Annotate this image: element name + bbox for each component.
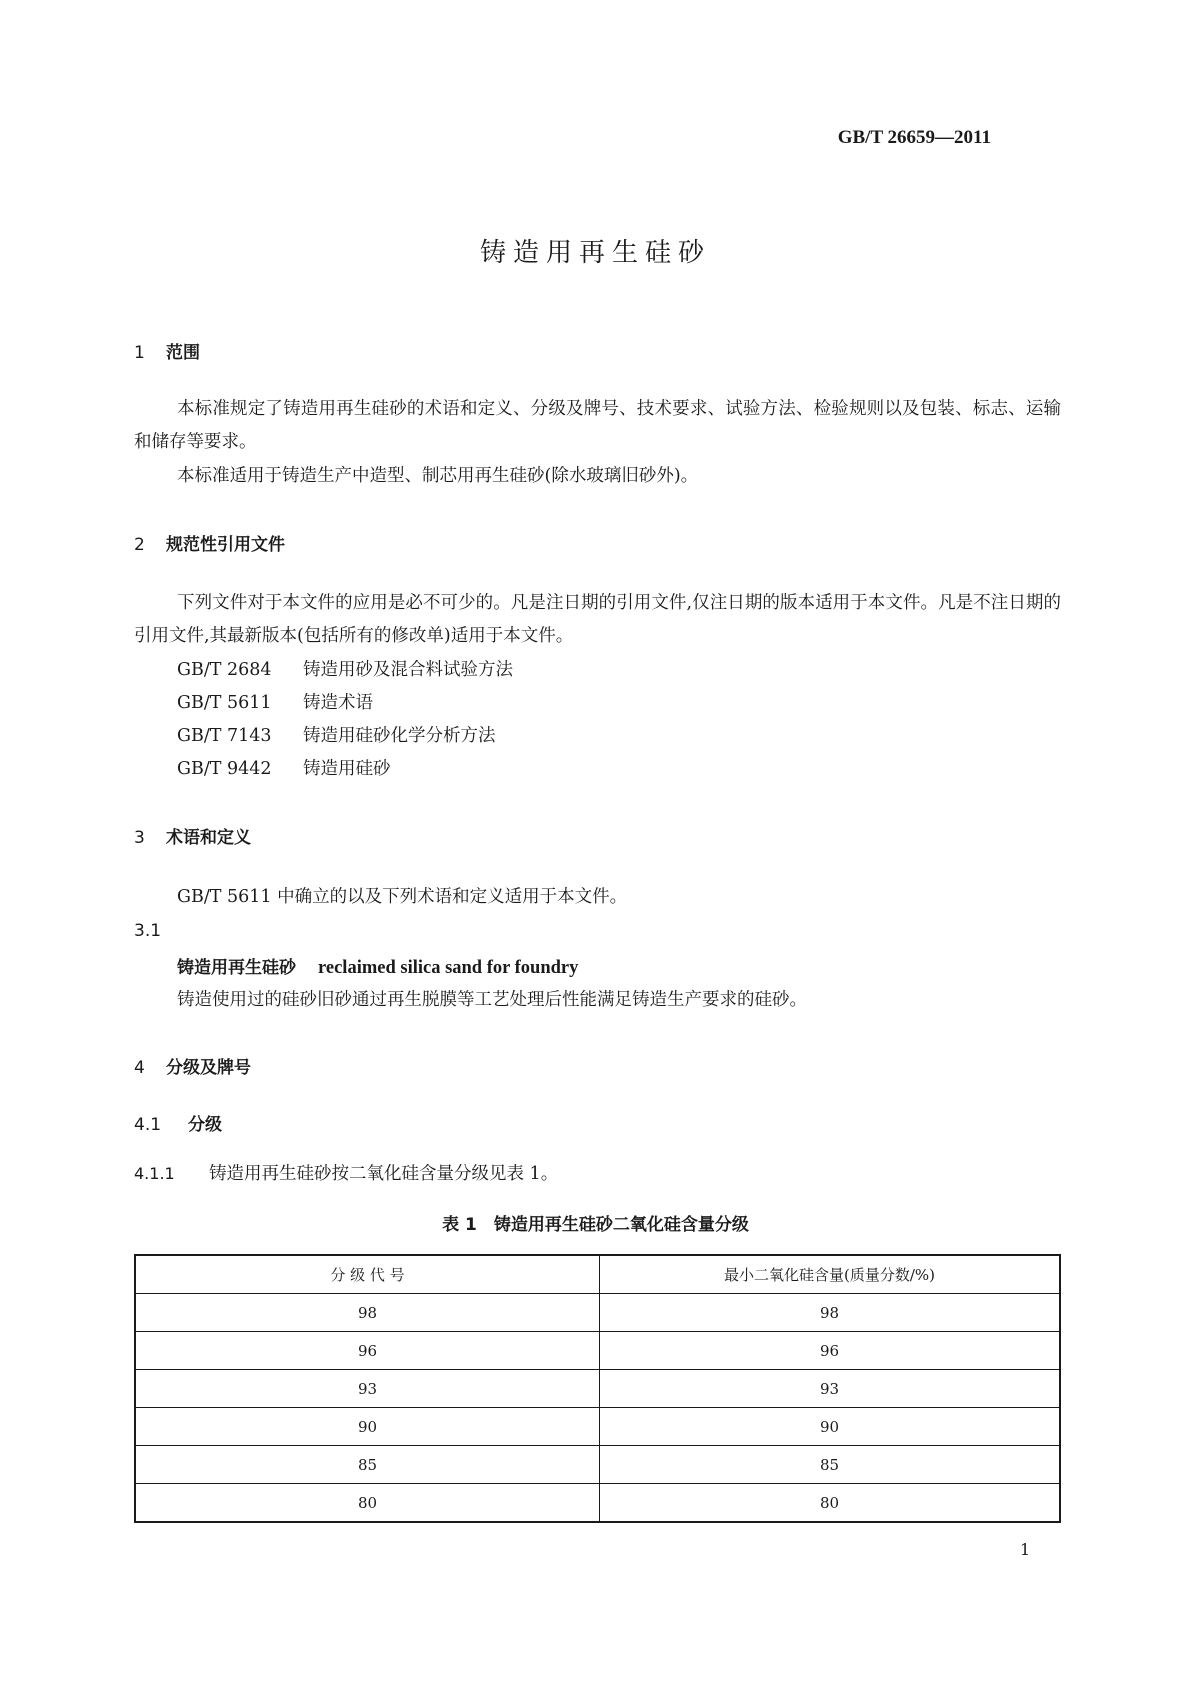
reference-title: 铸造术语: [303, 693, 373, 713]
term-chinese: 铸造用再生硅砂: [177, 958, 296, 978]
section-1-paragraph-2: 本标准适用于铸造生产中造型、制芯用再生硅砂(除水玻璃旧砂外)。: [177, 466, 699, 486]
subsection-4-1-heading: [134, 1110, 222, 1135]
column-header-grade-code: 分 级 代 号: [135, 1255, 600, 1294]
section-title: 规范性引用文件: [166, 535, 285, 555]
grade-code-cell: 93: [135, 1370, 600, 1408]
section-1-heading: [134, 338, 200, 363]
term-definition: 铸造使用过的硅砂旧砂通过再生脱膜等工艺处理后性能满足铸造生产要求的硅砂。: [177, 990, 807, 1010]
standard-number: GB/T 26659—2011: [837, 127, 991, 148]
document-title: 铸造用再生硅砂: [479, 238, 711, 268]
section-number: 1: [134, 343, 145, 363]
grade-code-cell: 80: [135, 1484, 600, 1523]
reference-code: GB/T 5611: [177, 693, 272, 713]
section-title: 术语和定义: [166, 828, 251, 848]
reference-item: [177, 755, 391, 780]
subsection-title: 分级: [188, 1115, 222, 1135]
table-title: 表 1 铸造用再生硅砂二氧化硅含量分级: [442, 1215, 749, 1235]
clause-4-1-1: [134, 1160, 558, 1185]
grade-code-cell: 90: [135, 1408, 600, 1446]
min-silica-cell: 90: [600, 1408, 1061, 1446]
table-header-row: [135, 1255, 1060, 1294]
table-row: [135, 1332, 1060, 1370]
reference-title: 铸造用砂及混合料试验方法: [303, 660, 513, 680]
page-number: 1: [1020, 1540, 1031, 1559]
section-number: 2: [134, 535, 145, 555]
table-row: [135, 1370, 1060, 1408]
section-number: 3: [134, 828, 145, 848]
table-row: [135, 1294, 1060, 1332]
section-1-paragraph-1: 本标准规定了铸造用再生硅砂的术语和定义、分级及牌号、技术要求、试验方法、检验规则以及包装、标志、运输和储存等要求。: [134, 399, 1061, 452]
grade-code-cell: 98: [135, 1294, 600, 1332]
section-4-heading: [134, 1053, 251, 1078]
section-3-paragraph-1: GB/T 5611 中确立的以及下列术语和定义适用于本文件。: [177, 887, 628, 907]
section-3-heading: [134, 823, 251, 848]
section-2-heading: [134, 530, 285, 555]
term-entry: [177, 953, 578, 979]
min-silica-cell: 93: [600, 1370, 1061, 1408]
subsection-number: 4.1: [134, 1115, 162, 1135]
reference-code: GB/T 2684: [177, 660, 272, 680]
reference-title: 铸造用硅砂: [303, 759, 391, 779]
silica-grade-table: [134, 1254, 1061, 1523]
min-silica-cell: 98: [600, 1294, 1061, 1332]
grade-code-cell: 96: [135, 1332, 600, 1370]
reference-item: [177, 722, 496, 747]
clause-number: 4.1.1: [134, 1164, 175, 1183]
reference-code: GB/T 7143: [177, 726, 272, 746]
reference-item: [177, 656, 513, 681]
table-row: [135, 1446, 1060, 1484]
table-row: [135, 1408, 1060, 1446]
section-2-paragraph-1: 下列文件对于本文件的应用是必不可少的。凡是注日期的引用文件,仅注日期的版本适用于本文件。凡是不注日期的引用文件,其最新版本(包括所有的修改单)适用于本文件。: [134, 593, 1061, 646]
section-number: 4: [134, 1058, 145, 1078]
column-header-min-silica: 最小二氧化硅含量(质量分数/%): [600, 1255, 1061, 1294]
min-silica-cell: 80: [600, 1484, 1061, 1523]
reference-item: [177, 689, 373, 714]
min-silica-cell: 85: [600, 1446, 1061, 1484]
table-row: [135, 1484, 1060, 1523]
term-english: reclaimed silica sand for foundry: [318, 958, 579, 978]
subsection-number: 3.1: [134, 921, 162, 941]
reference-title: 铸造用硅砂化学分析方法: [303, 726, 496, 746]
min-silica-cell: 96: [600, 1332, 1061, 1370]
reference-code: GB/T 9442: [177, 759, 272, 779]
section-title: 范围: [166, 343, 200, 363]
grade-code-cell: 85: [135, 1446, 600, 1484]
clause-text: 铸造用再生硅砂按二氧化硅含量分级见表 1。: [209, 1164, 559, 1184]
section-title: 分级及牌号: [166, 1058, 251, 1078]
